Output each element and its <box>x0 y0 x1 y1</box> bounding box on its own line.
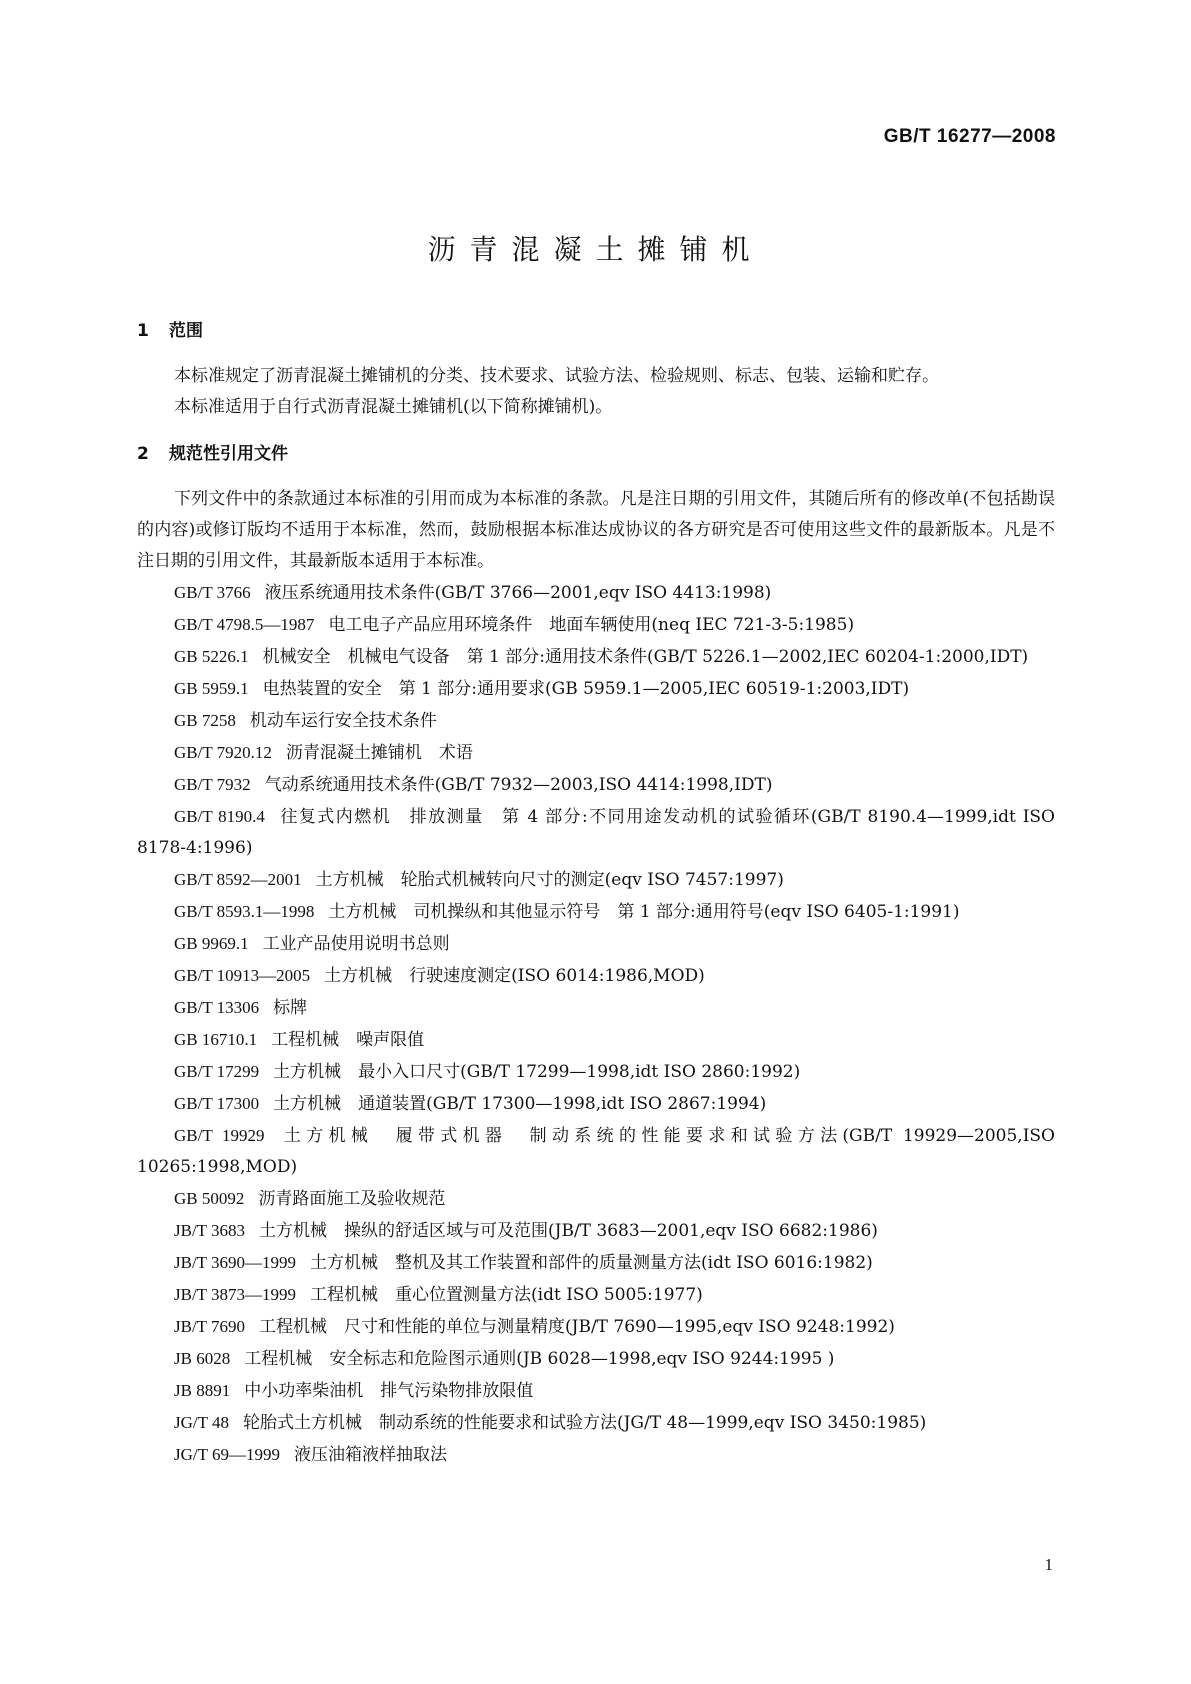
reference-code: JB 8891 <box>174 1381 231 1400</box>
reference-item <box>137 1375 1055 1407</box>
page-number: 1 <box>1044 1555 1053 1574</box>
reference-title: 电工电子产品应用环境条件 地面车辆使用(neq IEC 721-3-5:1985) <box>328 615 855 635</box>
reference-code: JG/T 69—1999 <box>174 1445 280 1464</box>
reference-item <box>137 960 1055 992</box>
reference-item <box>137 673 1055 705</box>
reference-item <box>137 1183 1055 1215</box>
reference-code: GB/T 7932 <box>174 775 251 794</box>
reference-item <box>137 1279 1055 1311</box>
reference-title: 电热装置的安全 第 1 部分:通用要求(GB 5959.1—2005,IEC 60519-1:2003,IDT) <box>262 679 910 699</box>
reference-title: 液压系统通用技术条件(GB/T 3766—2001,eqv ISO 4413:1998) <box>264 583 772 603</box>
reference-code: GB/T 8190.4 <box>174 807 265 826</box>
reference-item <box>137 928 1055 960</box>
section-title: 规范性引用文件 <box>169 444 288 464</box>
reference-title: 标牌 <box>273 998 308 1018</box>
reference-title: 土方机械 通道装置(GB/T 17300—1998,idt ISO 2867:1994) <box>273 1094 767 1114</box>
reference-item <box>137 1088 1055 1120</box>
reference-code: GB/T 17300 <box>174 1094 260 1113</box>
reference-item <box>137 864 1055 896</box>
reference-code: JB 6028 <box>174 1349 231 1368</box>
reference-code: GB 16710.1 <box>174 1030 258 1049</box>
reference-item <box>137 1311 1055 1343</box>
reference-title: 土方机械 司机操纵和其他显示符号 第 1 部分:通用符号(eqv ISO 6405-1:1991) <box>328 902 960 922</box>
reference-item <box>137 1215 1055 1247</box>
reference-code: JB/T 7690 <box>174 1317 246 1336</box>
reference-code: GB/T 10913—2005 <box>174 966 311 985</box>
reference-title: 机械安全 机械电气设备 第 1 部分:通用技术条件(GB/T 5226.1—2002,IEC 60204-1:2000,IDT) <box>262 647 1029 667</box>
reference-item <box>137 705 1055 737</box>
reference-title: 土方机械 最小入口尺寸(GB/T 17299—1998,idt ISO 2860:1992) <box>273 1062 801 1082</box>
reference-title: 土方机械 轮胎式机械转向尺寸的测定(eqv ISO 7457:1997) <box>315 870 784 890</box>
reference-item <box>137 1343 1055 1375</box>
reference-code: JG/T 48 <box>174 1413 229 1432</box>
reference-title: 沥青混凝土摊铺机 术语 <box>285 743 473 763</box>
reference-code: GB/T 7920.12 <box>174 743 272 762</box>
reference-item <box>137 769 1055 801</box>
reference-item <box>137 1439 1055 1471</box>
reference-title: 液压油箱液样抽取法 <box>293 1445 447 1465</box>
reference-item <box>137 1407 1055 1439</box>
standard-code: GB/T 16277—2008 <box>883 126 1056 147</box>
reference-title: 工程机械 重心位置测量方法(idt ISO 5005:1977) <box>310 1285 703 1305</box>
reference-item <box>137 992 1055 1024</box>
references-intro: 下列文件中的条款通过本标准的引用而成为本标准的条款。凡是注日期的引用文件，其随后所有的修改单(不包括勘误的内容)或修订版均不适用于本标准，然而，鼓励根据本标准达成协议的各方研究是否可使用这些文件的最新版本。凡是不注日期的引用文件，其最新版本适用于本标准。 <box>137 489 1055 571</box>
reference-item <box>137 1056 1055 1088</box>
reference-code: JB/T 3690—1999 <box>174 1253 297 1272</box>
reference-title: 工程机械 噪声限值 <box>271 1030 425 1050</box>
section-title: 范围 <box>169 321 203 341</box>
reference-title: 沥青路面施工及验收规范 <box>258 1189 446 1209</box>
section-1-heading <box>137 315 1055 347</box>
reference-item <box>137 896 1055 928</box>
reference-title: 机动车运行安全技术条件 <box>249 711 437 731</box>
reference-title: 轮胎式土方机械 制动系统的性能要求和试验方法(JG/T 48—1999,eqv ISO 3450:1985) <box>242 1413 927 1433</box>
reference-code: GB 50092 <box>174 1189 245 1208</box>
scope-paragraph: 本标准规定了沥青混凝土摊铺机的分类、技术要求、试验方法、检验规则、标志、包装、运输和贮存。 <box>174 366 939 386</box>
reference-title: 中小功率柴油机 排气污染物排放限值 <box>244 1381 534 1401</box>
reference-item <box>137 609 1055 641</box>
scope-paragraph: 本标准适用于自行式沥青混凝土摊铺机(以下简称摊铺机)。 <box>174 397 613 417</box>
reference-code: JB/T 3873—1999 <box>174 1285 297 1304</box>
reference-item <box>137 737 1055 769</box>
reference-code: GB 5959.1 <box>174 679 249 698</box>
reference-title: 土方机械 行驶速度测定(ISO 6014:1986,MOD) <box>324 966 705 986</box>
reference-item <box>137 641 1055 673</box>
document-body <box>137 320 1055 1471</box>
reference-title: 土方机械 操纵的舒适区域与可及范围(JB/T 3683—2001,eqv ISO 6682:1986) <box>259 1221 878 1241</box>
reference-item <box>137 1247 1055 1279</box>
reference-code: GB/T 4798.5—1987 <box>174 615 315 634</box>
reference-code: GB/T 17299 <box>174 1062 260 1081</box>
reference-item <box>137 1024 1055 1056</box>
reference-title: 往复式内燃机 排放测量 第 4 部分:不同用途发动机的试验循环(GB/T 8190.4—1999,idt ISO 8178-4:1996) <box>137 807 1055 858</box>
reference-title: 气动系统通用技术条件(GB/T 7932—2003,ISO 4414:1998,IDT) <box>264 775 773 795</box>
document-title: 沥青混凝土摊铺机 <box>427 233 764 266</box>
reference-code: GB/T 3766 <box>174 583 251 602</box>
reference-title: 土方机械 履带式机器 制动系统的性能要求和试验方法(GB/T 19929—2005,ISO 10265:1998,MOD) <box>137 1126 1055 1177</box>
section-number: 1 <box>137 321 149 341</box>
reference-list <box>137 577 1055 1471</box>
section-2-heading <box>137 438 1055 470</box>
reference-title: 工业产品使用说明书总则 <box>262 934 450 954</box>
section-number: 2 <box>137 444 149 464</box>
reference-code: GB/T 19929 <box>174 1126 265 1145</box>
reference-title: 工程机械 尺寸和性能的单位与测量精度(JB/T 7690—1995,eqv ISO 9248:1992) <box>259 1317 895 1337</box>
reference-code: GB/T 8592—2001 <box>174 870 302 889</box>
reference-title: 工程机械 安全标志和危险图示通则(JB 6028—1998,eqv ISO 9244:1995 ) <box>244 1349 835 1369</box>
reference-code: GB/T 13306 <box>174 998 260 1017</box>
reference-item <box>137 801 1055 864</box>
reference-code: GB 7258 <box>174 711 236 730</box>
reference-code: GB 9969.1 <box>174 934 249 953</box>
reference-item <box>137 1120 1055 1183</box>
reference-code: GB/T 8593.1—1998 <box>174 902 315 921</box>
reference-title: 土方机械 整机及其工作装置和部件的质量测量方法(idt ISO 6016:1982) <box>310 1253 873 1273</box>
reference-code: GB 5226.1 <box>174 647 249 666</box>
reference-item <box>137 577 1055 609</box>
reference-code: JB/T 3683 <box>174 1221 246 1240</box>
